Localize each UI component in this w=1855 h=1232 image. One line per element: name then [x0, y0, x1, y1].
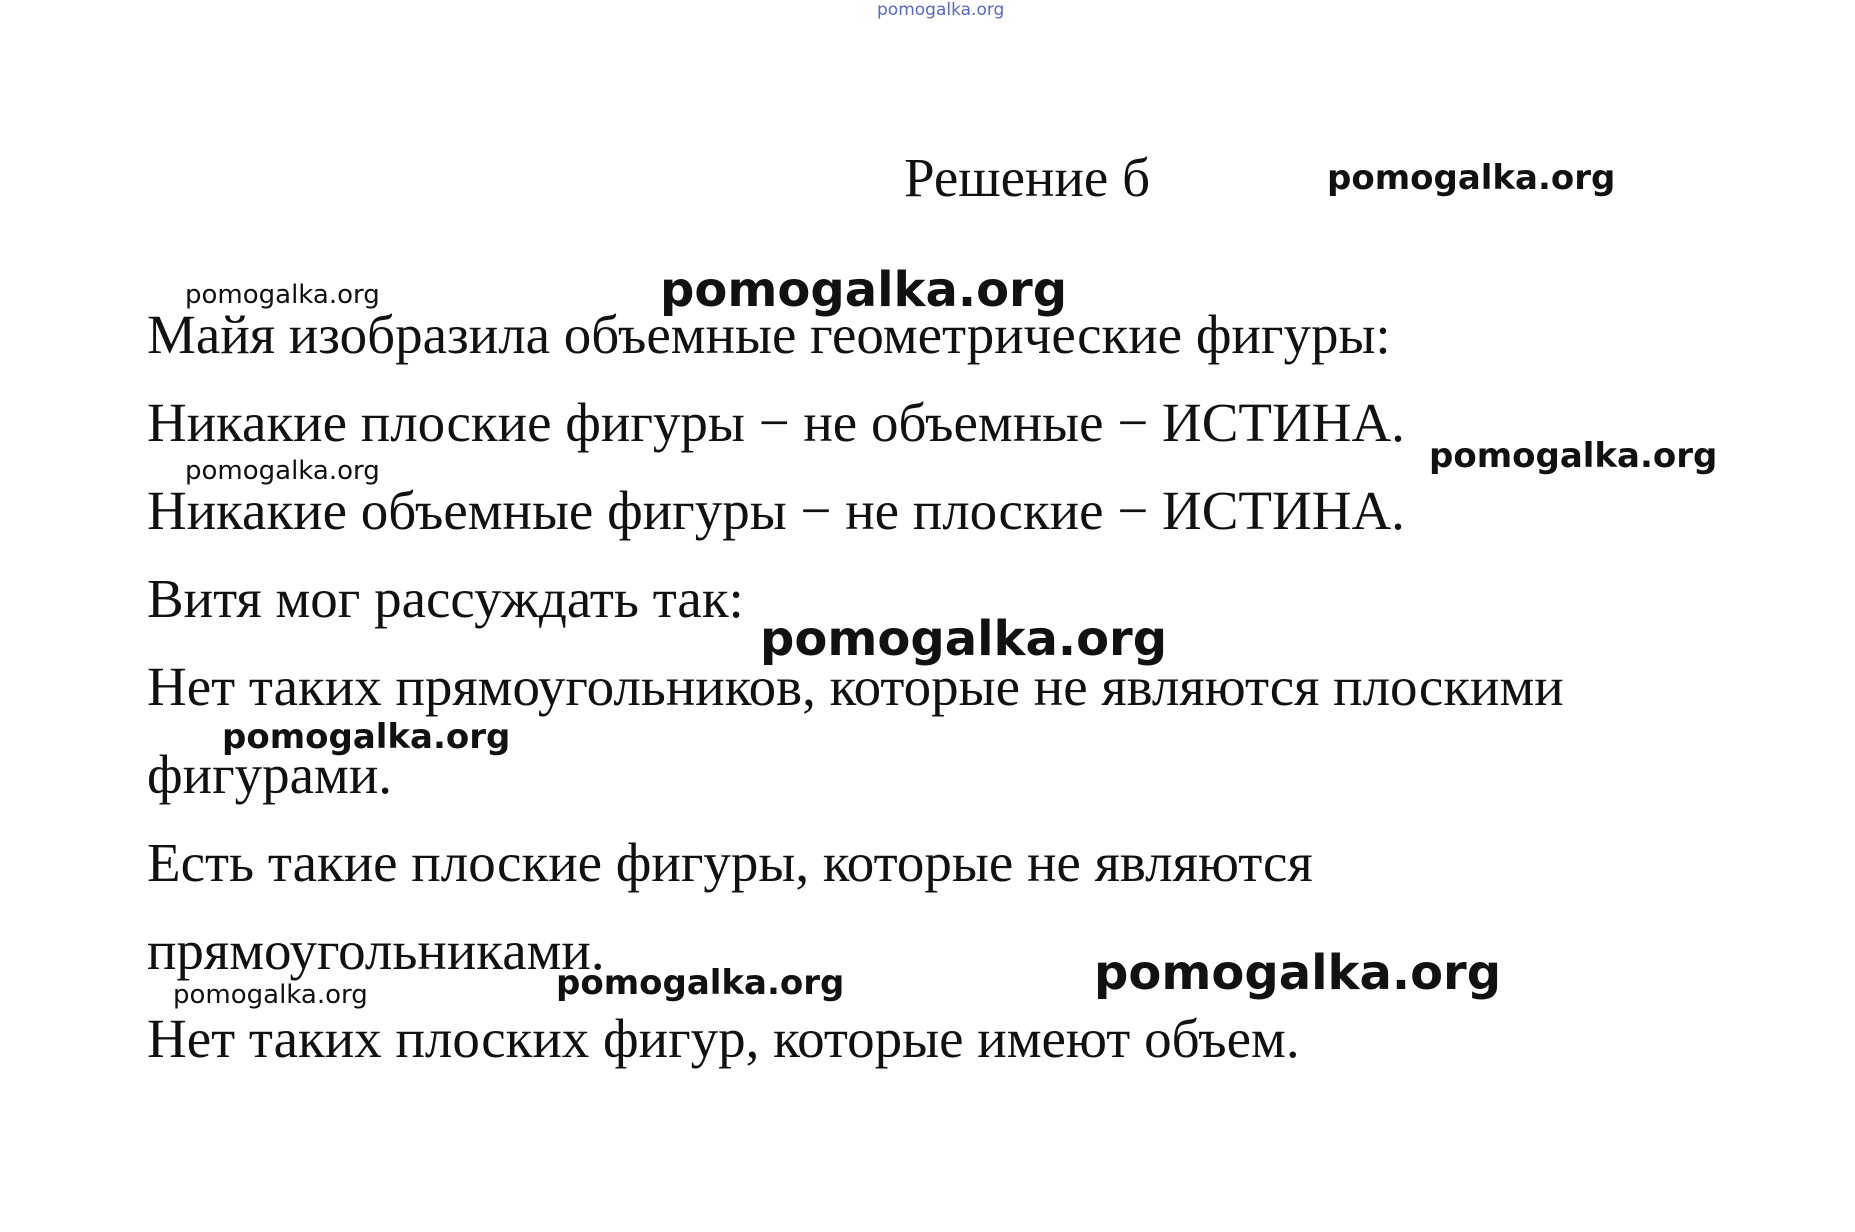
text-line-9: Нет таких плоских фигур, которые имеют объем. [147, 1008, 1300, 1069]
site-link[interactable]: pomogalka.org [877, 0, 1005, 20]
watermark: pomogalka.org [222, 717, 511, 757]
watermark: pomogalka.org [1429, 436, 1718, 476]
watermark: pomogalka.org [760, 611, 1168, 667]
text-line-2: Никакие плоские фигуры − не объемные − ИСТИНА. [147, 392, 1405, 453]
text-line-6: фигурами. [147, 744, 393, 805]
watermark: pomogalka.org [1327, 158, 1616, 198]
text-line-4: Витя мог рассуждать так: [147, 568, 744, 629]
watermark: pomogalka.org [1094, 945, 1502, 1001]
text-line-8: прямоугольниками. [147, 920, 605, 981]
watermark: pomogalka.org [185, 456, 380, 486]
watermark: pomogalka.org [660, 262, 1068, 318]
watermark: pomogalka.org [173, 980, 368, 1010]
text-line-5: Нет таких прямоугольников, которые не являются плоскими [147, 656, 1564, 717]
text-line-7: Есть такие плоские фигуры, которые не являются [147, 832, 1313, 893]
watermark: pomogalka.org [556, 963, 845, 1003]
solution-heading: Решение б [904, 147, 1151, 208]
watermark: pomogalka.org [185, 280, 380, 310]
text-line-1: Майя изобразила объемные геометрические фигуры: [147, 304, 1391, 365]
text-line-3: Никакие объемные фигуры − не плоские − ИСТИНА. [147, 480, 1405, 541]
